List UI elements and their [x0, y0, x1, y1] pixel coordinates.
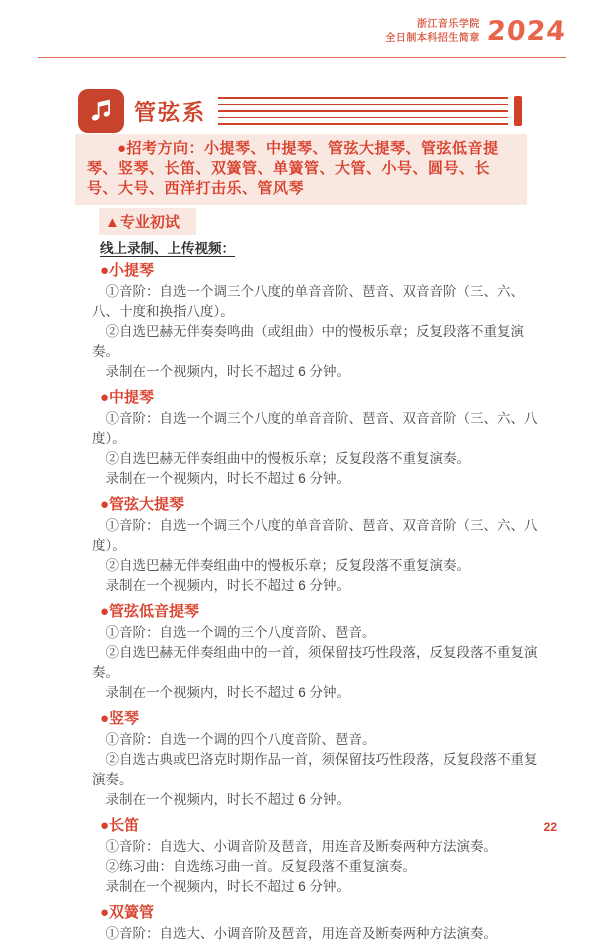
- requirement-line: ①音阶：自选一个调三个八度的单音音阶、琶音、双音音阶（三、六、八、十度和换指八度）。: [92, 284, 524, 319]
- exam-stage-badge: ▲专业初试: [99, 208, 196, 235]
- instrument-name: ●中提琴: [100, 389, 155, 406]
- requirement-line: ②自选巴赫无伴奏组曲中的一首，须保留技巧性段落，反复段落不重复演奏。: [92, 645, 538, 680]
- requirement-line: ②自选巴赫无伴奏组曲中的慢板乐章；反复段落不重复演奏。: [105, 451, 470, 466]
- staff-line: [218, 110, 508, 112]
- staff-line: [218, 123, 508, 125]
- staff-line: [218, 97, 508, 99]
- requirement-line: 录制在一个视频内，时长不超过 6 分钟。: [105, 792, 351, 807]
- requirement-line: ②练习曲：自选练习曲一首。反复段落不重复演奏。: [105, 859, 416, 874]
- instrument-name: ●竖琴: [100, 710, 140, 727]
- instrument-section-flute: [92, 816, 542, 897]
- staff-line: [218, 117, 508, 119]
- instrument-section-double-bass: [92, 602, 542, 703]
- requirements-content: [92, 255, 542, 944]
- org-name-block: [385, 18, 480, 45]
- music-note-icon: [78, 89, 124, 133]
- brochure-header: [385, 18, 566, 45]
- page-number: 22: [543, 820, 557, 834]
- requirement-line: ①音阶：自选一个调三个八度的单音音阶、琶音、双音音阶（三、六、八度）。: [92, 518, 538, 553]
- staff-line: [218, 104, 508, 106]
- requirement-line: 录制在一个视频内，时长不超过 6 分钟。: [105, 685, 351, 700]
- requirement-line: 录制在一个视频内，时长不超过 6 分钟。: [105, 879, 351, 894]
- admission-directions-box: [75, 134, 527, 205]
- requirement-line: 录制在一个视频内，时长不超过 6 分钟。: [105, 578, 351, 593]
- instrument-name: ●小提琴: [100, 262, 155, 279]
- admission-directions-text: ●招考方向：小提琴、中提琴、管弦大提琴、管弦低音提琴、竖琴、长笛、双簧管、单簧管、大管、小号、圆号、长号、大号、西洋打击乐、管风琴: [87, 140, 499, 197]
- department-header: [78, 88, 522, 134]
- requirement-line: ①音阶：自选大、小调音阶及琶音，用连音及断奏两种方法演奏。: [105, 926, 497, 941]
- instrument-section-violin: [92, 261, 542, 382]
- requirement-line: ②自选古典或巴洛克时期作品一首，须保留技巧性段落，反复段落不重复演奏。: [92, 752, 538, 787]
- upload-instructions: 线上录制、上传视频：: [100, 241, 235, 256]
- instrument-section-viola: [92, 388, 542, 489]
- requirement-line: ①音阶：自选大、小调音阶及琶音，用连音及断奏两种方法演奏。: [105, 839, 497, 854]
- instrument-name: ●管弦大提琴: [100, 496, 185, 513]
- requirement-line: ②自选巴赫无伴奏组曲中的慢板乐章；反复段落不重复演奏。: [105, 558, 470, 573]
- requirement-line: ①音阶：自选一个调的三个八度音阶、琶音。: [105, 625, 376, 640]
- instrument-name: ●管弦低音提琴: [100, 603, 200, 620]
- instrument-name: ●双簧管: [100, 904, 155, 921]
- instrument-section-oboe: [92, 903, 542, 944]
- requirement-line: ①音阶：自选一个调三个八度的单音音阶、琶音、双音音阶（三、六、八度）。: [92, 411, 538, 446]
- requirement-line: ②自选巴赫无伴奏奏鸣曲（或组曲）中的慢板乐章；反复段落不重复演奏。: [92, 324, 524, 359]
- department-title: 管弦系: [134, 99, 207, 125]
- requirement-line: ①音阶：自选一个调的四个八度音阶、琶音。: [105, 732, 376, 747]
- instrument-section-harp: [92, 709, 542, 810]
- staff-end-bar: [514, 96, 522, 126]
- requirement-line: 录制在一个视频内，时长不超过 6 分钟。: [105, 364, 351, 379]
- year-badge: 2024: [485, 16, 568, 47]
- org-name: 浙江音乐学院: [416, 19, 480, 30]
- brochure-title: 全日制本科招生简章: [385, 32, 480, 44]
- requirement-line: 录制在一个视频内，时长不超过 6 分钟。: [105, 471, 351, 486]
- header-divider: [38, 57, 566, 58]
- instrument-section-cello: [92, 495, 542, 596]
- instrument-name: ●长笛: [100, 817, 140, 834]
- staff-lines: [218, 97, 508, 125]
